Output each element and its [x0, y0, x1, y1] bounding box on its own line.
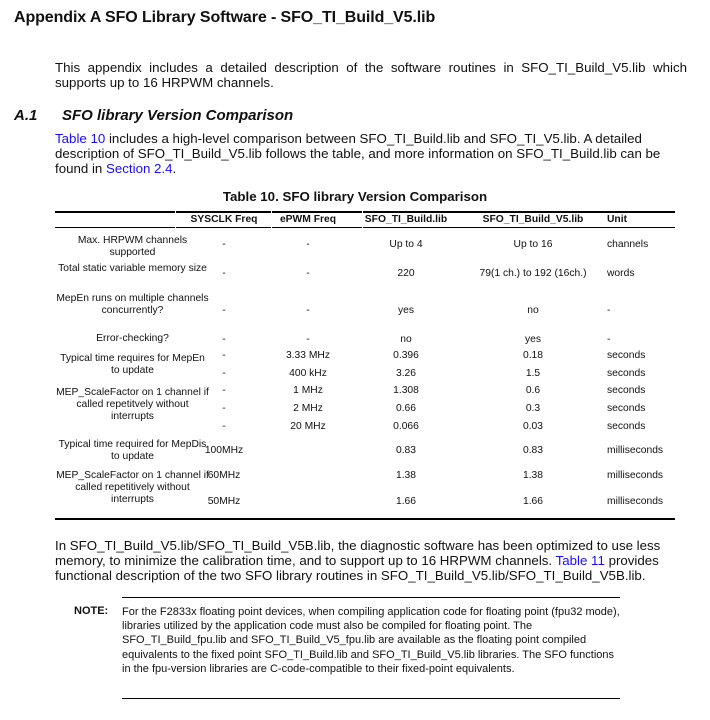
table-cell: -: [306, 239, 310, 250]
table-top-rule: [55, 211, 675, 213]
section-2-4-link[interactable]: Section 2.4: [106, 161, 173, 176]
table-cell: 0.066: [393, 421, 419, 432]
paragraph-text: In SFO_TI_Build_V5.lib/SFO_TI_Build_V5B.lib, the diagnostic software has been optimized to use less memory, to minimize the calibration time, and to support up to 16 HRPWM channels.: [55, 538, 661, 568]
table-cell: -: [306, 268, 310, 279]
table-cell: 220: [397, 268, 415, 279]
table-cell: 1.5: [525, 368, 541, 379]
table-cell: channels: [607, 239, 649, 250]
table-cell: -: [222, 421, 226, 432]
table-cell: 20 MHz: [290, 421, 326, 432]
table-caption: Table 10. SFO library Version Comparison: [222, 189, 488, 204]
table-cell: 1.38: [395, 470, 417, 481]
header-sysclk-freq: SYSCLK Freq: [190, 214, 258, 225]
paragraph-text: .: [172, 161, 177, 176]
note-label: NOTE:: [74, 605, 109, 617]
table-cell: 0.6: [525, 385, 541, 396]
table-cell: 1.66: [522, 496, 544, 507]
row-label: MEP_ScaleFactor on 1 channel if called repetitvely without interrupts: [56, 387, 209, 422]
table-cell: -: [222, 385, 226, 396]
row-label: Max. HRPWM channels supported: [77, 235, 188, 258]
table-cell: 79(1 ch.) to 192 (16ch.): [479, 268, 587, 279]
table-cell: 0.18: [522, 350, 544, 361]
table-cell: -: [222, 350, 226, 361]
header-sfo-ti-build-v5: SFO_TI_Build_V5.lib: [482, 214, 584, 225]
table-cell: -: [222, 368, 226, 379]
table-cell: 0.83: [522, 445, 544, 456]
table-cell: 3.33 MHz: [285, 350, 331, 361]
table-cell: no: [400, 334, 412, 345]
table-cell: seconds: [607, 368, 646, 379]
table-cell: seconds: [607, 385, 646, 396]
optimization-paragraph: [55, 538, 695, 583]
row-label: Typical time required for MepDis to update: [58, 439, 207, 462]
appendix-title: Appendix A SFO Library Software - SFO_TI_Build_V5.lib: [14, 9, 436, 26]
table-cell: 2 MHz: [293, 403, 323, 414]
note-text: For the F2833x floating point devices, when compiling application code for floating point (fpu32 mode), libraries utilized by the application code must also be compiled for floating point. The SFO_TI_Build_fpu.lib and SFO_TI_Build_V5_fpu.lib are available as the floating point compiled equivalents to the fixed point SFO_TI_Build.lib and SFO_TI_Build_V5.lib libraries. The SFO functions in the fpu-version libraries are C-code-compatible to their fixed-point equivalents.: [122, 606, 620, 675]
table-cell: 0.66: [395, 403, 417, 414]
table-cell: 3.26: [395, 368, 417, 379]
table-cell: 60MHz: [207, 470, 241, 481]
table-cell: 1.66: [395, 496, 417, 507]
table-cell: -: [306, 305, 310, 316]
row-label: Total static variable memory size: [58, 263, 207, 274]
row-label: Error-checking?: [96, 333, 169, 344]
header-sfo-ti-build: SFO_TI_Build.lib: [364, 214, 448, 225]
table-cell: -: [222, 268, 226, 279]
paragraph-text: provides functional description of the two SFO library routines in SFO_TI_Build_V5.lib/SFO_TI_Build_V5B.lib.: [55, 553, 659, 583]
table-cell: Up to 4: [389, 239, 423, 250]
table-cell: -: [607, 305, 611, 316]
table-cell: 1.308: [393, 385, 419, 396]
table-cell: 400 kHz: [289, 368, 327, 379]
intro-paragraph: This appendix includes a detailed description of the software routines in SFO_TI_Build_V5.lib which supports up to 16 HRPWM channels.: [55, 60, 687, 90]
table-cell: words: [607, 268, 635, 279]
header-epwm-freq: ePWM Freq: [279, 214, 337, 225]
table-cell: no: [527, 305, 539, 316]
table-cell: 1 MHz: [293, 385, 323, 396]
table-cell: -: [306, 334, 310, 345]
table-cell: seconds: [607, 421, 646, 432]
table-11-link[interactable]: Table 11: [555, 553, 605, 568]
section-title: SFO library Version Comparison: [62, 107, 294, 124]
note-top-rule: [122, 597, 620, 598]
row-label: Typical time requires for MepEn to update: [60, 353, 205, 376]
table-cell: 0.83: [395, 445, 417, 456]
header-unit: Unit: [607, 214, 628, 225]
table-cell: milliseconds: [607, 496, 664, 507]
table-cell: seconds: [607, 350, 646, 361]
table-cell: -: [222, 239, 226, 250]
table-cell: yes: [397, 305, 415, 316]
table-cell: 0.3: [525, 403, 541, 414]
table-bottom-rule: [55, 518, 675, 520]
table-cell: 100MHz: [204, 445, 244, 456]
table-cell: milliseconds: [607, 470, 664, 481]
table-cell: -: [222, 403, 226, 414]
row-label: MEP_ScaleFactor on 1 channel if called repetitively without interrupts: [56, 470, 209, 505]
paragraph-text: includes a high-level comparison between SFO_TI_Build.lib and SFO_TI_V5.lib. A detailed description of SFO_TI_Build_V5.lib follows the table, and more information on SFO_TI_Build.lib can be found in: [55, 131, 661, 176]
table-cell: 0.03: [522, 421, 544, 432]
table-cell: seconds: [607, 403, 646, 414]
table-cell: 50MHz: [207, 496, 241, 507]
table-cell: 0.396: [393, 350, 419, 361]
table-cell: -: [222, 305, 226, 316]
table-cell: milliseconds: [607, 445, 664, 456]
table-cell: -: [607, 334, 611, 345]
table-cell: yes: [524, 334, 542, 345]
table-cell: Up to 16: [513, 239, 553, 250]
table-cell: 1.38: [522, 470, 544, 481]
note-bottom-rule: [122, 698, 620, 699]
comparison-paragraph: [55, 131, 695, 176]
table-10-link[interactable]: Table 10: [55, 131, 106, 146]
table-cell: -: [222, 334, 226, 345]
section-number: A.1: [14, 107, 38, 124]
row-label: MepEn runs on multiple channels concurrently?: [56, 293, 209, 316]
table-header-rule: [55, 227, 675, 228]
